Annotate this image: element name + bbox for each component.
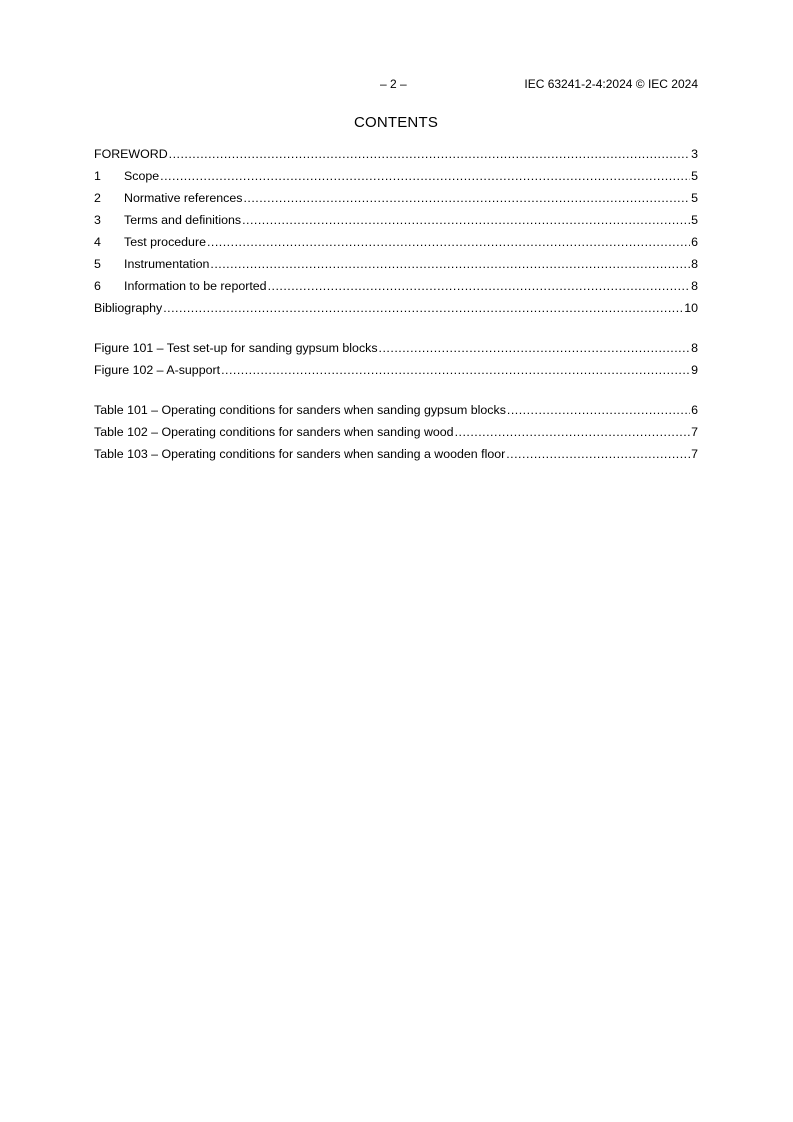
toc-entry-foreword[interactable]	[94, 145, 698, 167]
toc-entry-text: Information to be reported	[124, 279, 267, 293]
toc-entry-scope[interactable]	[94, 167, 698, 189]
toc-entry-text: Scope	[124, 169, 160, 183]
page-number: – 2 –	[380, 77, 407, 91]
toc-entry-text: Figure 101 – Test set-up for sanding gypsum blocks	[94, 341, 378, 355]
toc-entry-page: 3	[691, 147, 698, 161]
toc-entry-number: 2	[94, 191, 101, 205]
toc-entry-number: 4	[94, 235, 101, 249]
contents-title: CONTENTS	[353, 114, 439, 131]
toc-entry-text: Table 103 – Operating conditions for sanders when sanding a wooden floor	[94, 447, 506, 461]
toc-entry-text: Bibliography	[94, 301, 163, 315]
table-of-contents	[94, 145, 698, 467]
document-identifier: IEC 63241-2-4:2024 © IEC 2024	[524, 77, 698, 91]
toc-leader-dots	[160, 167, 690, 185]
toc-leader-dots	[506, 445, 690, 463]
toc-entry-page: 7	[691, 425, 698, 439]
toc-entry-bibliography[interactable]	[94, 299, 698, 321]
toc-entry-text: Test procedure	[124, 235, 206, 249]
toc-entry-table-101[interactable]	[94, 401, 698, 423]
toc-entry-page: 5	[691, 169, 698, 183]
toc-entry-text: Figure 102 – A-support	[94, 363, 221, 377]
toc-entry-page: 7	[691, 447, 698, 461]
section-spacer	[94, 383, 698, 401]
toc-entry-text: Terms and definitions	[124, 213, 242, 227]
toc-entry-normative-references[interactable]	[94, 189, 698, 211]
toc-leader-dots	[268, 277, 691, 295]
toc-entry-table-102[interactable]	[94, 423, 698, 445]
page-header	[94, 76, 698, 92]
toc-leader-dots	[243, 189, 690, 207]
toc-entry-number: 1	[94, 169, 101, 183]
toc-leader-dots	[507, 401, 690, 419]
toc-leader-dots	[379, 339, 691, 357]
toc-leader-dots	[169, 145, 690, 163]
toc-entry-table-103[interactable]	[94, 445, 698, 467]
toc-entry-test-procedure[interactable]	[94, 233, 698, 255]
toc-entry-page: 9	[691, 363, 698, 377]
toc-entry-text: Normative references	[124, 191, 243, 205]
toc-entry-page: 8	[691, 341, 698, 355]
toc-entry-terms-and-definitions[interactable]	[94, 211, 698, 233]
toc-entry-page: 5	[691, 191, 698, 205]
toc-entry-text: Instrumentation	[124, 257, 210, 271]
toc-entry-number: 6	[94, 279, 101, 293]
toc-entry-page: 10	[684, 301, 698, 315]
toc-leader-dots	[163, 299, 683, 317]
toc-entry-figure-102[interactable]	[94, 361, 698, 383]
toc-entry-page: 6	[691, 403, 698, 417]
toc-leader-dots	[221, 361, 690, 379]
toc-entry-page: 5	[691, 213, 698, 227]
toc-leader-dots	[207, 233, 690, 251]
toc-leader-dots	[455, 423, 691, 441]
toc-entry-text: Table 102 – Operating conditions for sanders when sanding wood	[94, 425, 454, 439]
toc-entry-number: 3	[94, 213, 101, 227]
toc-entry-instrumentation[interactable]	[94, 255, 698, 277]
toc-entry-figure-101[interactable]	[94, 339, 698, 361]
toc-leader-dots	[242, 211, 690, 229]
toc-entry-page: 8	[691, 257, 698, 271]
toc-leader-dots	[210, 255, 690, 273]
toc-entry-number: 5	[94, 257, 101, 271]
section-spacer	[94, 321, 698, 339]
toc-entry-page: 8	[691, 279, 698, 293]
toc-entry-information-to-be-reported[interactable]	[94, 277, 698, 299]
toc-entry-text: FOREWORD	[94, 147, 168, 161]
toc-entry-text: Table 101 – Operating conditions for sanders when sanding gypsum blocks	[94, 403, 506, 417]
toc-entry-page: 6	[691, 235, 698, 249]
